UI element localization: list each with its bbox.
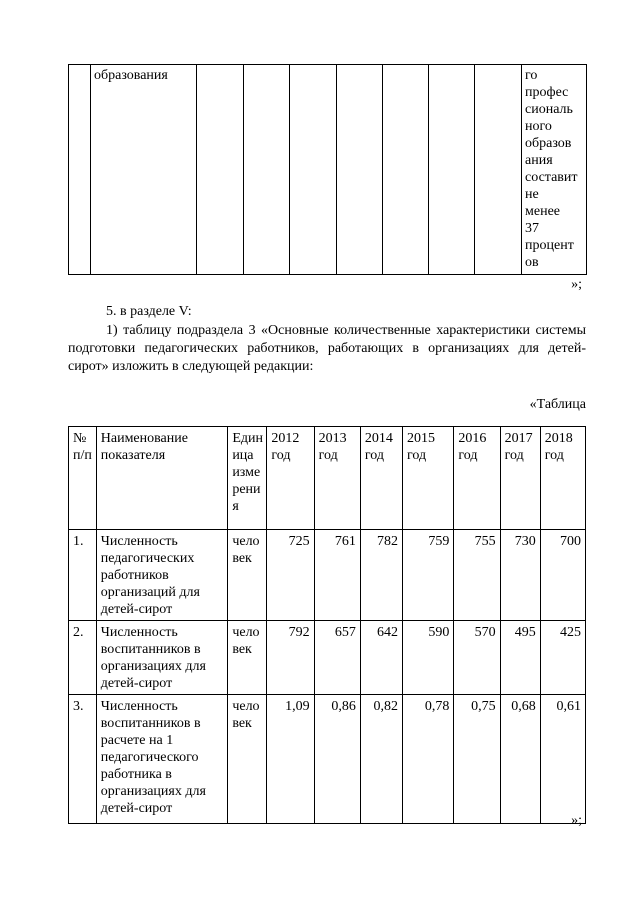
instruction-text: 1) таблицу подраздела 3 «Основные количественные характеристики системы подготовки педагогических работников, работающих в организациях для детей-сирот» изложить в следующей редакции:: [68, 323, 586, 374]
header-year: 2014 год: [360, 427, 402, 530]
row-value: 755: [454, 530, 500, 621]
row-value: 759: [403, 530, 454, 621]
row-name: Численность воспитанников в расчете на 1 педагогического работника в организациях для детей-сирот: [96, 695, 228, 824]
cont-line: ного: [525, 119, 552, 134]
cont-cell-name: образования: [91, 65, 197, 275]
row-value: 642: [360, 621, 402, 695]
table-row: [69, 621, 586, 695]
cont-line: образов: [525, 136, 572, 151]
cont-line: ания: [525, 153, 553, 168]
row-unit: человек: [228, 695, 267, 824]
cont-cell-empty: [429, 65, 475, 275]
table-row: [69, 695, 586, 824]
row-value: 0,78: [403, 695, 454, 824]
cont-line: 37: [525, 221, 539, 236]
row-value: 495: [500, 621, 540, 695]
cont-cell-empty: [337, 65, 383, 275]
header-unit: Единица измерения: [228, 427, 267, 530]
header-year: 2013 год: [314, 427, 360, 530]
header-year: 2018 год: [540, 427, 585, 530]
row-value: 792: [267, 621, 314, 695]
closing-mark: »;: [571, 813, 582, 828]
cont-line: процент: [525, 238, 574, 253]
row-value: 730: [500, 530, 540, 621]
closing-mark: »;: [571, 277, 582, 292]
header-year: 2012 год: [267, 427, 314, 530]
cont-line: менее: [525, 204, 560, 219]
header-year: 2015 год: [403, 427, 454, 530]
characteristics-table: [68, 426, 586, 824]
row-name: Численность педагогических работников организаций для детей-сирот: [96, 530, 228, 621]
row-value: 425: [540, 621, 585, 695]
cont-cell-empty: [244, 65, 290, 275]
section-heading: 5. в разделе V:: [106, 304, 192, 319]
cont-cell-num: [69, 65, 91, 275]
cont-line: го: [525, 68, 538, 83]
row-value: 0,86: [314, 695, 360, 824]
row-value: 700: [540, 530, 585, 621]
row-value: 0,82: [360, 695, 402, 824]
table-row: [69, 530, 586, 621]
row-value: 1,09: [267, 695, 314, 824]
row-num: 1.: [69, 530, 97, 621]
header-name: Наименование показателя: [96, 427, 228, 530]
cont-cell-unit: [197, 65, 244, 275]
row-value: 782: [360, 530, 402, 621]
table-header-row: [69, 427, 586, 530]
row-value: 0,75: [454, 695, 500, 824]
row-value: 0,61: [540, 695, 585, 824]
header-year: 2016 год: [454, 427, 500, 530]
row-unit: человек: [228, 530, 267, 621]
row-value: 725: [267, 530, 314, 621]
row-value: 590: [403, 621, 454, 695]
row-value: 570: [454, 621, 500, 695]
row-value: 657: [314, 621, 360, 695]
header-num: № п/п: [69, 427, 97, 530]
row-unit: человек: [228, 621, 267, 695]
cont-line: профес: [525, 85, 569, 100]
table-label: «Таблица: [529, 397, 586, 412]
cont-line: составит: [525, 170, 578, 185]
cont-cell-empty: [475, 65, 522, 275]
row-value: 761: [314, 530, 360, 621]
row-num: 3.: [69, 695, 97, 824]
cont-line: сиональ: [525, 102, 573, 117]
header-year: 2017 год: [500, 427, 540, 530]
row-value: 0,68: [500, 695, 540, 824]
cont-cell-last: [522, 65, 587, 275]
row-num: 2.: [69, 621, 97, 695]
cont-line: не: [525, 187, 539, 202]
cont-cell-empty: [383, 65, 429, 275]
cont-cell-empty: [290, 65, 337, 275]
cont-line: ов: [525, 255, 539, 270]
continuation-table: [68, 64, 587, 275]
row-name: Численность воспитанников в организациях для детей-сирот: [96, 621, 228, 695]
